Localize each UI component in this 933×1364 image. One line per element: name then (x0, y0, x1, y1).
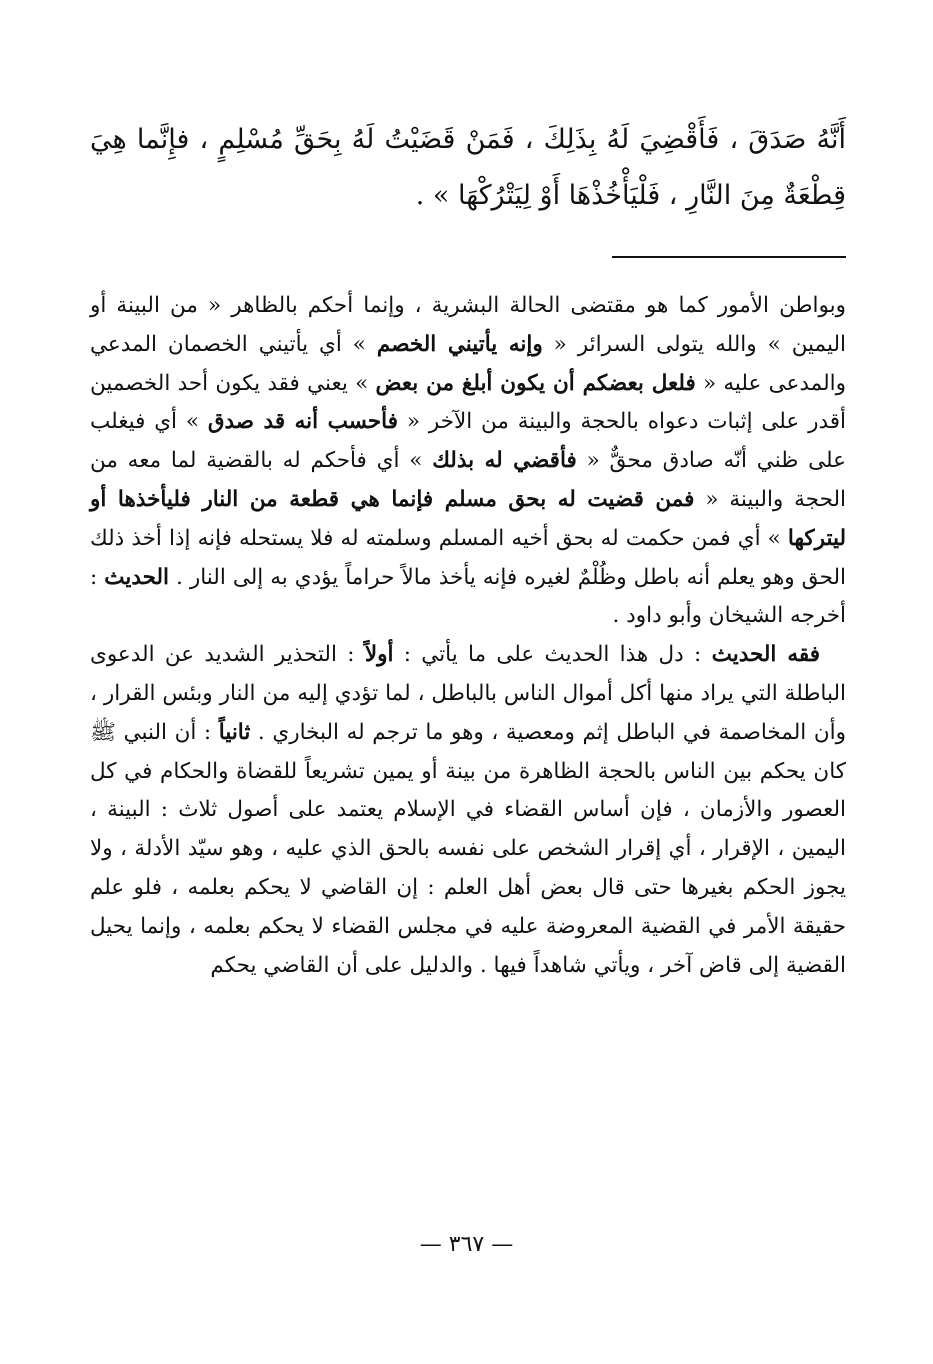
commentary-paragraph: فقه الحديث : دل هذا الحديث على ما يأتي : أولاً : التحذير الشديد عن الدعوى الباطلة التي يراد منها أكل أموال الناس بالباطل ، لما تؤدي إليه من النار وبئس القرار ، وأن المخاصمة في الباطل إثم ومعصية ، وهو ما ترجم له البخاري . ثانياً : أن النبي ﷺ كان يحكم بين الناس بالحجة الظاهرة من بينة أو يمين تشريعاً للقضاة والحكام في كل العصور والأزمان ، فإن أساس القضاء في الإسلام يعتمد على أصول ثلاث : البينة ، اليمين ، الإقرار ، أي إقرار الشخص على نفسه بالحق الذي عليه ، وهو سيّد الأدلة ، ولا يجوز الحكم بغيرها حتى قال بعض أهل العلم : إن القاضي لا يحكم بعلمه ، فلو علم حقيقة الأمر في القضية المعروضة عليه في مجلس القضاء لا يحكم بعلمه ، وإنما يحيل القضية إلى قاض آخر ، ويأتي شاهداً فيها . والدليل على أن القاضي يحكم (90, 642, 846, 978)
quoted-phrase: فمن قضيت له بحق مسلم فإنما هي قطعة من النار فليأخذها أو ليتركها (90, 486, 846, 551)
section-heading: فقه الحديث (711, 642, 821, 668)
hadith-text: أَنَّهُ صَدَقَ ، فَأَقْضِيَ لَهُ بِذَلِكَ ، فَمَنْ قَضَيْتُ لَهُ بِحَقِّ مُسْلِمٍ ، فإِنَّما هِيَ قِطْعَةٌ مِنَ النَّارِ ، فَلْيَأْخُذْهَا أَوْ لِيَتْرُكْهَا » . (90, 124, 846, 211)
quoted-phrase: فأحسب أنه قد صدق (207, 409, 398, 435)
commentary-paragraph: وبواطن الأمور كما هو مقتضى الحالة البشرية ، وإنما أحكم بالظاهر « من البينة أو اليمين » والله يتولى السرائر « وإنه يأتيني الخصم » أي يأتيني الخصمان المدعي والمدعى عليه « فلعل بعضكم أن يكون أبلغ من بعض » يعني فقد يكون أحد الخصمين أقدر على إثبات دعواه بالحجة والبينة من الآخر « فأحسب أنه قد صدق » أي فيغلب على ظني أنّه صادق محقٌّ « فأقضي له بذلك » أي فأحكم له بالقضية لما معه من الحجة والبينة « فمن قضيت له بحق مسلم فإنما هي قطعة من النار فليأخذها أو ليتركها » أي فمن حكمت له بحق أخيه المسلم وسلمته له فلا يستحله فإنه إذا أخذ ذلك الحق وهو يعلم أنه باطل وظُلْمٌ لغيره فإنه يأخذ مالاً حراماً يؤدي به إلى النار . الحديث : أخرجه الشيخان وأبو داود . (90, 293, 847, 629)
commentary-block (90, 287, 846, 985)
section-label: الحديث (104, 564, 170, 590)
hadith-block (90, 112, 846, 224)
point-label: أولاً (364, 642, 394, 668)
quoted-phrase: وإنه يأتيني الخصم (376, 331, 543, 357)
quoted-phrase: فلعل بعضكم أن يكون أبلغ من بعض (375, 370, 696, 396)
footnote-divider (612, 256, 846, 258)
point-label: ثانياً (218, 719, 251, 745)
quoted-phrase: فأقضي له بذلك (432, 448, 577, 474)
page-number: — ٣٦٧ — (419, 1232, 514, 1257)
